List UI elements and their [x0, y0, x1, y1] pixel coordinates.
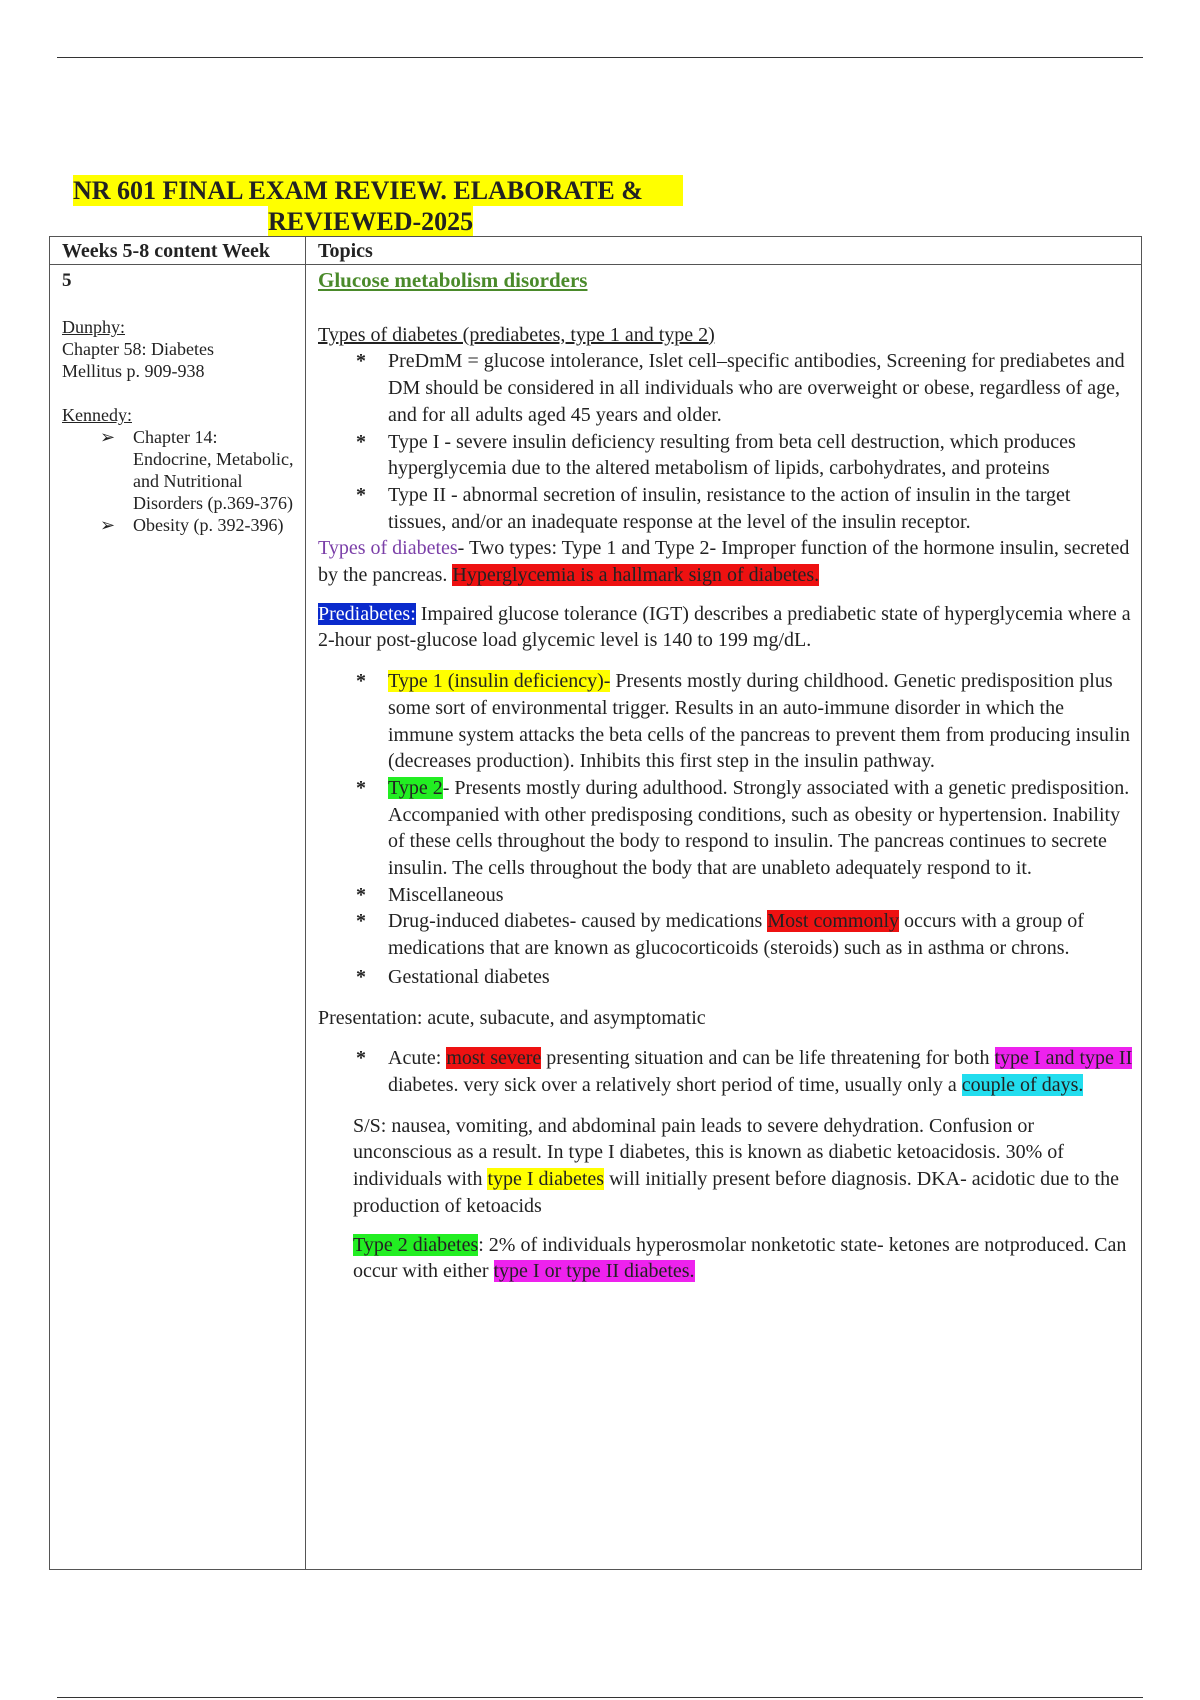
list-item: * Acute: most severe presenting situation and can be life threatening for both type I and type II diabetes. very sick over a relatively short period of time, usually only a couple of days. [356, 1047, 1133, 1096]
asterisk-bullet-icon: * [356, 1047, 366, 1070]
dunphy-pages: Mellitus p. 909-938 [62, 361, 205, 381]
list-item: * Gestational diabetes [318, 964, 1133, 991]
list-item: * Type II - abnormal secretion of insulin, resistance to the action of insulin in the target tissues, and/or an inadequate response at the level of the insulin receptor. [356, 483, 1071, 533]
list-item: ➢ Obesity (p. 392-396) [100, 515, 284, 535]
section-heading: Glucose metabolism disorders [318, 268, 588, 292]
column-divider [305, 237, 306, 1569]
kennedy-list [62, 426, 297, 536]
content-table [49, 236, 1142, 1570]
right-column [318, 267, 1133, 1285]
dunphy-label: Dunphy: [62, 317, 125, 337]
asterisk-bullet-icon: * [356, 965, 366, 988]
page-title [73, 175, 683, 237]
asterisk-bullet-icon: * [356, 670, 366, 693]
title-line-2: REVIEWED-2025 [268, 207, 474, 236]
type2-diabetes-paragraph: Type 2 diabetes: 2% of individuals hyperosmolar nonketotic state- ketones are notproduced. Can occur with either type I or type II diabetes. [353, 1233, 1127, 1283]
list-item: * Miscellaneous [318, 882, 1133, 909]
list-item: * Type I - severe insulin deficiency resulting from beta cell destruction, which produces hyperglycemia due to the altered metabolism of lipids, carbohydrates, and proteins [356, 430, 1076, 480]
list-item: * PreDmM = glucose intolerance, Islet cell–specific antibodies, Screening for prediabetes and DM should be considered in all individuals who are overweight or obese, regardless of age, and for all adults aged 45 years and older. [356, 350, 1125, 426]
kennedy-label: Kennedy: [62, 405, 132, 425]
top-rule [57, 57, 1143, 58]
list-item: * Type 1 (insulin deficiency)- Presents mostly during childhood. Genetic predisposition plus some sort of environmental trigger. Results in an auto-immune disorder in which the immune system attacks the beta cells of the pancreas to prevent them from producing insulin (decreases production). Inhibits this first step in the insulin pathway. [356, 670, 1131, 773]
table-header-row [50, 237, 1141, 265]
dunphy-chapter: Chapter 58: Diabetes [62, 339, 214, 359]
asterisk-bullet-icon: * [356, 430, 366, 453]
bottom-rule [57, 1697, 1143, 1698]
types-paragraph: Types of diabetes- Two types: Type 1 and Type 2- Improper function of the hormone insulin, secreted by the pancreas. Hyperglycemia is a hallmark sign of diabetes. [318, 537, 1130, 587]
left-column [62, 270, 297, 536]
list-item: * Type 2- Presents mostly during adulthood. Strongly associated with a genetic predisposition. Accompanied with other predisposing conditions, such as obesity or hypertension. Inability of these cells throughout the body to respond to insulin. The pancreas continues to secrete insulin. The cells throughout the body that are unableto adequately respond to it. [356, 776, 1130, 880]
types-heading: Types of diabetes (prediabetes, type 1 and type 2) [318, 323, 715, 346]
asterisk-bullet-icon: * [356, 910, 366, 933]
asterisk-bullet-icon: * [356, 350, 366, 373]
highlight-hallmark: Hyperglycemia is a hallmark sign of diabetes. [452, 564, 820, 587]
asterisk-bullet-icon: * [356, 483, 366, 506]
header-topics: Topics [318, 240, 373, 262]
week-number: 5 [62, 270, 72, 291]
signs-symptoms-paragraph: S/S: nausea, vomiting, and abdominal pain leads to severe dehydration. Confusion or unconscious as a result. In type I diabetes, this is known as diabetic ketoacidosis. 30% of individuals with type I diabetes will initially present before diagnosis. DKA- acidotic due to the production of ketoacids [353, 1114, 1119, 1217]
header-weeks: Weeks 5-8 content Week [62, 240, 270, 262]
prediabetes-paragraph: Prediabetes: Impaired glucose tolerance (IGT) describes a prediabetic state of hyperglycemia where a 2-hour post-glucose load glycemic level is 140 to 199 mg/dL. [318, 602, 1131, 652]
list-item: ➢ Chapter 14: Endocrine, Metabolic, and Nutritional Disorders (p.369-376) [100, 427, 294, 513]
arrow-bullet-icon: ➢ [100, 515, 116, 535]
asterisk-bullet-icon: * [356, 883, 366, 906]
presentation-line: Presentation: acute, subacute, and asymptomatic [318, 1006, 706, 1029]
list-item: * Drug-induced diabetes- caused by medications Most commonly occurs with a group of medications that are known as glucocorticoids (steroids) such as in asthma or chrons. [356, 910, 1084, 960]
asterisk-bullet-icon: * [356, 776, 366, 799]
arrow-bullet-icon: ➢ [100, 427, 116, 447]
title-line-1: NR 601 FINAL EXAM REVIEW. ELABORATE & [73, 175, 683, 206]
